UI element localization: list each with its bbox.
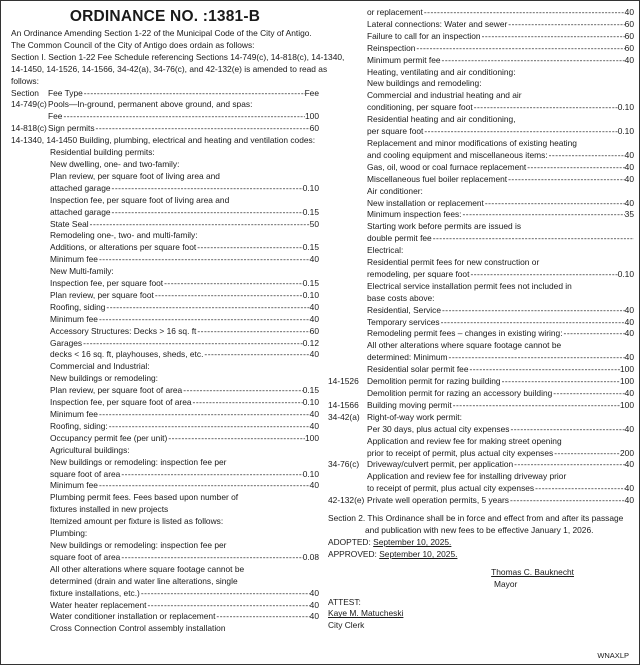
dot-leader <box>108 421 310 433</box>
fee-label: Driveway/culvert permit, per application <box>367 459 514 470</box>
fee-label: Residential, Service <box>367 304 442 315</box>
fee-row <box>328 7 634 19</box>
fee-label: Garages <box>50 337 83 348</box>
fee-row <box>11 611 319 623</box>
fee-amount: 40 <box>309 480 319 491</box>
fee-label: State Seal <box>50 218 89 229</box>
fee-amount: 60 <box>309 325 319 336</box>
section-code <box>328 388 367 400</box>
building-section <box>11 135 319 147</box>
fee-label: attached garage <box>50 206 111 217</box>
dot-leader <box>441 305 625 317</box>
fee-row <box>328 317 634 329</box>
text-line: Application and review fee for making street opening <box>367 435 562 446</box>
dot-leader <box>196 242 303 254</box>
signs-row: 14-818(c) Sign permits ----- 60 <box>11 123 319 135</box>
fee-row <box>367 448 634 460</box>
text-line: New buildings or remodeling: inspection fee per <box>50 539 227 550</box>
section-code: 14-1526 <box>328 376 359 387</box>
fee-label: New installation or replacement <box>367 197 484 208</box>
section-row <box>328 459 634 471</box>
fee-row <box>11 349 319 361</box>
fee-amount: 40 <box>624 316 634 327</box>
fee-row <box>328 305 634 317</box>
fee-label: remodeling, per square foot <box>367 268 470 279</box>
clerk-name: Kaye M. Matucheski <box>328 608 404 619</box>
fee-row <box>11 207 319 219</box>
fee-amount: 0.10 <box>617 102 634 113</box>
fee-amount: 100 <box>620 399 634 410</box>
section-row <box>328 424 634 436</box>
fee-label: Additions, or alterations per square foot <box>50 242 197 253</box>
fee-row <box>328 352 634 364</box>
section-code: 14-1566 <box>328 399 359 410</box>
fee-label: Water conditioner installation or replacement <box>50 611 216 622</box>
text-line: All other alterations where square footage cannot be <box>50 563 245 574</box>
ordinance-title: ORDINANCE NO. :1381-B <box>69 8 261 25</box>
fee-label: Remodeling permit fees – changes in existing wiring: <box>367 328 563 339</box>
text-line: Air conditioner: <box>367 185 423 196</box>
section-code <box>328 483 367 495</box>
fee-row <box>11 326 319 338</box>
text-line: Electrical: <box>367 245 404 256</box>
fee-label: decks < 16 sq. ft, playhouses, sheds, etc. <box>50 349 204 360</box>
fee-label: determined: Minimum <box>367 352 448 363</box>
dot-leader <box>82 338 303 350</box>
fee-amount: 40 <box>309 420 319 431</box>
dot-leader <box>147 600 310 612</box>
section-text: Pools—In-ground, permanent above ground, and spas: <box>48 99 253 110</box>
right-fee-list <box>328 7 634 376</box>
fee-amount: 40 <box>309 313 319 324</box>
text-line: New dwelling, one- and two-family: <box>50 158 180 169</box>
dot-leader <box>563 328 625 340</box>
approved-date: September 10, 2025. <box>379 548 458 559</box>
fee-row <box>328 162 634 174</box>
fee-row <box>328 102 634 114</box>
text-line: New buildings or remodeling: <box>50 373 158 384</box>
pools-section <box>11 99 319 111</box>
dot-leader <box>509 424 624 436</box>
dot-leader <box>441 55 625 67</box>
fee-row <box>328 233 634 245</box>
mayor-name: Thomas C. Bauknecht <box>491 566 574 577</box>
fee-amount: 60 <box>309 123 319 134</box>
fee-label: Minimum inspection fees: <box>367 209 462 220</box>
fee-amount: 40 <box>624 149 634 160</box>
fee-amount: 0.10 <box>617 268 634 279</box>
section-code: 14-749(c) <box>11 99 47 110</box>
fee-amount: 0.15 <box>302 385 319 396</box>
fee-row <box>367 483 634 495</box>
section-code: 34-42(a) <box>328 411 360 422</box>
section-row <box>328 376 634 388</box>
dot-leader <box>120 469 302 481</box>
fee-row <box>11 242 319 254</box>
fee-row <box>328 364 634 376</box>
fee-amount: 100 <box>620 364 634 375</box>
fee-row <box>11 421 319 433</box>
text-line: Inspection fee, per square foot of living area and <box>50 194 230 205</box>
dot-leader <box>473 102 618 114</box>
attest-block <box>328 597 634 633</box>
dot-leader <box>192 397 303 409</box>
fee-amount: 40 <box>309 611 319 622</box>
fee-amount: 50 <box>309 218 319 229</box>
fee-amount: 0.10 <box>302 468 319 479</box>
fee-row <box>11 338 319 350</box>
fee-amount: 0.15 <box>302 206 319 217</box>
section-row <box>328 388 634 400</box>
fee-label: Occupancy permit fee (per unit) <box>50 432 168 443</box>
section-row <box>328 495 634 507</box>
fee-amount: 40 <box>624 173 634 184</box>
fee-amount: 40 <box>309 349 319 360</box>
fee-amount: 0.15 <box>302 242 319 253</box>
fee-table-header <box>11 88 319 100</box>
pools-fee-row: Fee ----- 100 <box>11 111 319 123</box>
fee-amount: 40 <box>624 161 634 172</box>
text-line: Cross Connection Control assembly installation <box>50 623 226 634</box>
fee-label: Roofing, siding: <box>50 420 108 431</box>
text-line: New Multi-family: <box>50 266 114 277</box>
fee-row <box>367 424 634 436</box>
text-line: Plumbing: <box>50 528 88 539</box>
fee-amount: 60 <box>624 42 634 53</box>
dot-leader <box>501 376 620 388</box>
text-line: Residential permit fees for new construction or <box>367 257 540 268</box>
fee-label: Private well operation permits, 5 years <box>367 495 509 506</box>
text-line: Right-of-way work permit: <box>367 411 462 422</box>
fee-amount: 60 <box>624 30 634 41</box>
fee-label: Inspection fee, per square foot of area <box>50 397 192 408</box>
fee-header: Fee <box>304 87 319 98</box>
dot-leader <box>526 162 624 174</box>
fee-amount: 40 <box>624 495 634 506</box>
fee-amount: 40 <box>309 599 319 610</box>
text-line: base costs above: <box>367 292 435 303</box>
fee-row <box>328 269 634 281</box>
text-line: Commercial and Industrial: <box>50 361 150 372</box>
fee-amount: 40 <box>309 587 319 598</box>
text-line: fixtures installed in new projects <box>50 504 169 515</box>
fee-amount: 60 <box>624 18 634 29</box>
fee-amount: 100 <box>305 432 319 443</box>
text-line: Itemized amount per fixture is listed as follows: <box>50 516 224 527</box>
dot-leader <box>440 317 625 329</box>
dot-leader <box>484 198 625 210</box>
section-code <box>328 471 367 483</box>
fee-row <box>11 433 319 445</box>
fee-label: Inspection fee, per square foot <box>50 278 164 289</box>
text-line: New buildings or remodeling: inspection fee per <box>50 456 227 467</box>
text-line: Remodeling one-, two- and multi-family: <box>50 230 198 241</box>
fee-amount: 40 <box>309 409 319 419</box>
fee-row <box>328 198 634 210</box>
fee-row <box>328 328 634 340</box>
fee-label: Water heater replacement <box>50 599 147 610</box>
fee-amount: 40 <box>309 254 319 265</box>
fee-amount: 0.10 <box>302 289 319 300</box>
fee-label: attached garage <box>50 182 111 193</box>
text-line: determined (drain and water line alterations, single <box>50 575 238 586</box>
fee-row <box>328 31 634 43</box>
fee-label: Reinspection <box>367 42 416 53</box>
fee-label: Minimum fee <box>50 480 98 491</box>
dot-leader <box>553 448 620 460</box>
fee-amount: 0.12 <box>302 337 319 348</box>
dot-leader <box>105 302 309 314</box>
intro-line: An Ordinance Amending Section 1-22 of the Municipal Code of the City of Antigo. <box>11 28 312 38</box>
fee-amount: 40 <box>624 304 634 315</box>
fee-label: Demolition permit for razing building <box>367 376 501 387</box>
right-sections <box>328 376 634 507</box>
fee-amount: 40 <box>624 197 634 208</box>
mayor-signature <box>328 567 634 591</box>
dot-leader <box>507 19 624 31</box>
dot-leader <box>111 207 303 219</box>
intro-line: Section I. Section 1-22 Fee Schedule referencing Sections 14-749(c), 14-818(c), 14-1340, <box>11 51 345 62</box>
dot-leader <box>415 43 624 55</box>
clerk-title: City Clerk <box>328 620 365 631</box>
section-code: 34-76(c) <box>328 459 360 470</box>
fee-label: and cooling equipment and miscellaneous items: <box>367 149 548 160</box>
fee-amount: 40 <box>624 388 634 398</box>
intro-line: The Common Council of the City of Antigo does ordain as follows: <box>11 39 255 50</box>
text-line: Residential building permits: <box>50 147 155 158</box>
fee-row <box>328 126 634 138</box>
approved-line: APPROVED: September 10, 2025. <box>328 548 458 559</box>
fee-label: Miscellaneous fuel boiler replacement <box>367 173 508 184</box>
fee-row <box>328 43 634 55</box>
fee-label: Failure to call for an inspection <box>367 30 481 41</box>
fee-amount: 0.08 <box>302 551 319 562</box>
text-line: Plumbing permit fees. Fees based upon number of <box>50 492 239 503</box>
dot-leader <box>98 480 310 492</box>
dot-leader <box>111 183 303 195</box>
fee-type-header: Fee Type <box>48 87 83 98</box>
dot-leader <box>215 611 309 623</box>
fee-row <box>11 480 319 492</box>
section-row <box>328 412 634 424</box>
dot-leader <box>98 314 310 326</box>
text-line: New buildings and remodeling: <box>367 78 482 89</box>
fee-row <box>11 183 319 195</box>
fee-label: Lateral connections: Water and sewer <box>367 18 508 29</box>
fee-label: Per 30 days, plus actual city expenses <box>367 423 510 434</box>
mayor-title: Mayor <box>494 578 518 589</box>
fee-row <box>11 302 319 314</box>
fee-row <box>11 314 319 326</box>
dot-leader <box>481 31 625 43</box>
fee-label: per square foot <box>367 126 424 137</box>
section-code: 14-1340, 14-1450 <box>11 135 78 146</box>
text-line: Agricultural buildings: <box>50 444 130 455</box>
intro-line: 14-1450, 14-1526, 14-1566, 34-42(a), 34-76(c), and 42-132(e) is amended to read as <box>11 63 328 74</box>
right-column <box>328 7 634 632</box>
fee-label: Minimum permit fee <box>367 54 441 65</box>
attest-label: ATTEST: <box>328 596 361 607</box>
fee-row <box>328 209 634 221</box>
fee-row <box>11 409 319 421</box>
adopted-date: September 10, 2025. <box>373 536 452 547</box>
fee-row <box>11 397 319 409</box>
fee-row <box>367 495 634 507</box>
section-row <box>328 400 634 412</box>
dot-leader <box>203 349 309 361</box>
fee-amount: 40 <box>624 7 634 17</box>
fee-label: square foot of area <box>50 551 121 562</box>
fee-label: square foot of area <box>50 468 121 479</box>
section-code <box>328 424 367 436</box>
dot-leader <box>423 126 617 138</box>
section-code: 14-818(c) <box>11 123 47 134</box>
fee-row <box>11 385 319 397</box>
fee-row <box>11 219 319 231</box>
dot-leader <box>462 209 625 221</box>
intro-block <box>11 28 345 88</box>
dot-leader <box>182 385 302 397</box>
dot-leader <box>507 174 625 186</box>
dot-leader <box>534 483 625 495</box>
dot-leader <box>167 433 305 445</box>
fee-amount: 40 <box>624 483 634 494</box>
fee-label: or replacement <box>367 7 423 17</box>
fee-label: Plan review, per square foot of area <box>50 385 183 396</box>
fee-label: prior to receipt of permit, plus actual city expenses <box>367 447 554 458</box>
fee-row <box>367 376 634 388</box>
fee-row <box>11 588 319 600</box>
fee-amount: 40 <box>624 328 634 339</box>
fee-label: Roofing, siding <box>50 301 106 312</box>
text-line: All other alterations where square footage cannot be <box>367 340 562 351</box>
footer-code: WNAXLP <box>597 651 629 660</box>
dot-leader <box>509 495 625 507</box>
fee-label: to receipt of permit, plus actual city expenses <box>367 483 535 494</box>
section-row <box>328 448 634 460</box>
fee-amount: 100 <box>305 111 319 122</box>
dot-leader <box>89 219 310 231</box>
fee-label: fixture installations, etc.) <box>50 587 140 598</box>
fee-amount: 0.10 <box>302 182 319 193</box>
fee-label: Minimum fee <box>50 409 98 419</box>
dot-leader <box>548 150 625 162</box>
section-code <box>328 448 367 460</box>
fee-row <box>367 388 634 400</box>
dot-leader <box>423 7 625 19</box>
dot-leader <box>140 588 310 600</box>
text-line: Residential heating and air conditioning, <box>367 114 516 125</box>
fee-row <box>328 55 634 67</box>
section-2: Section 2. This Ordinance shall be in force and effect from and after its passage and publication with new fees to be effective January 1, 2026. <box>328 513 624 535</box>
fee-row <box>328 150 634 162</box>
fee-amount: 40 <box>624 54 634 65</box>
fee-row <box>11 254 319 266</box>
fee-label: Minimum fee <box>50 313 98 324</box>
section-header: Section <box>11 87 39 98</box>
fee-amount: 0.10 <box>617 126 634 137</box>
dot-leader <box>448 352 625 364</box>
fee-label: Demolition permit for razing an accessory building <box>367 388 553 398</box>
fee-row <box>11 290 319 302</box>
adopted-line: ADOPTED: September 10, 2025. <box>328 536 452 547</box>
fee-label: conditioning, per square foot <box>367 102 473 113</box>
fee-row <box>11 552 319 564</box>
fee-label: Minimum fee <box>50 254 98 265</box>
dot-leader <box>154 290 303 302</box>
section-row <box>328 436 634 448</box>
section-code: 42-132(e) <box>328 495 365 506</box>
fee-label: Plan review, per square foot <box>50 289 154 300</box>
section-code <box>328 436 367 448</box>
dot-leader <box>469 269 617 281</box>
dot-leader <box>196 326 309 338</box>
dot-leader <box>98 409 310 421</box>
fee-amount: 40 <box>624 423 634 434</box>
fee-row <box>328 174 634 186</box>
dot-leader <box>513 459 625 471</box>
fee-row <box>367 459 634 471</box>
fee-row <box>328 19 634 31</box>
text-line: Application and review fee for installing driveway prior <box>367 471 567 482</box>
fee-label: Accessory Structures: Decks > 16 sq. ft <box>50 325 197 336</box>
dot-leader <box>468 364 620 376</box>
left-fee-list <box>11 147 319 635</box>
text-line: Starting work before permits are issued is <box>367 221 522 232</box>
fee-amount: 35 <box>624 209 634 220</box>
fee-label: double permit fee <box>367 233 432 244</box>
dot-leader <box>163 278 303 290</box>
fee-amount: 200 <box>620 447 634 458</box>
section-row <box>328 471 634 483</box>
fee-amount: 40 <box>309 301 319 312</box>
intro-line: follows: <box>11 75 39 86</box>
fee-label: Building moving permit <box>367 399 452 410</box>
text-line: Replacement and minor modifications of existing heating <box>367 137 577 148</box>
text-line: Commercial and industrial heating and air <box>367 90 522 101</box>
fee-row <box>11 278 319 290</box>
text-line: Electrical service installation permit fees not included in <box>367 280 572 291</box>
text-line: Heating, ventilating and air conditioning: <box>367 66 516 77</box>
fee-amount: 40 <box>624 459 634 470</box>
text-line: Plan review, per square foot of living area and <box>50 170 220 181</box>
fee-label: Gas, oil, wood or coal furnace replacement <box>367 161 527 172</box>
fee-row <box>11 600 319 612</box>
dot-leader <box>120 552 302 564</box>
fee-amount: 0.15 <box>302 278 319 289</box>
section-row <box>328 483 634 495</box>
dot-leader <box>432 233 634 245</box>
section-text: Building, plumbing, electrical and heating and ventilation codes: <box>79 135 316 146</box>
dot-leader <box>452 400 620 412</box>
fee-row <box>11 469 319 481</box>
fee-amount: 0.10 <box>302 397 319 408</box>
fee-row <box>367 400 634 412</box>
fee-label: Residential solar permit fee <box>367 364 469 375</box>
fee-label: Temporary services <box>367 316 440 327</box>
fee-amount: 100 <box>620 376 634 387</box>
dot-leader <box>98 254 310 266</box>
dot-leader <box>552 388 624 400</box>
fee-amount: 40 <box>624 352 634 363</box>
